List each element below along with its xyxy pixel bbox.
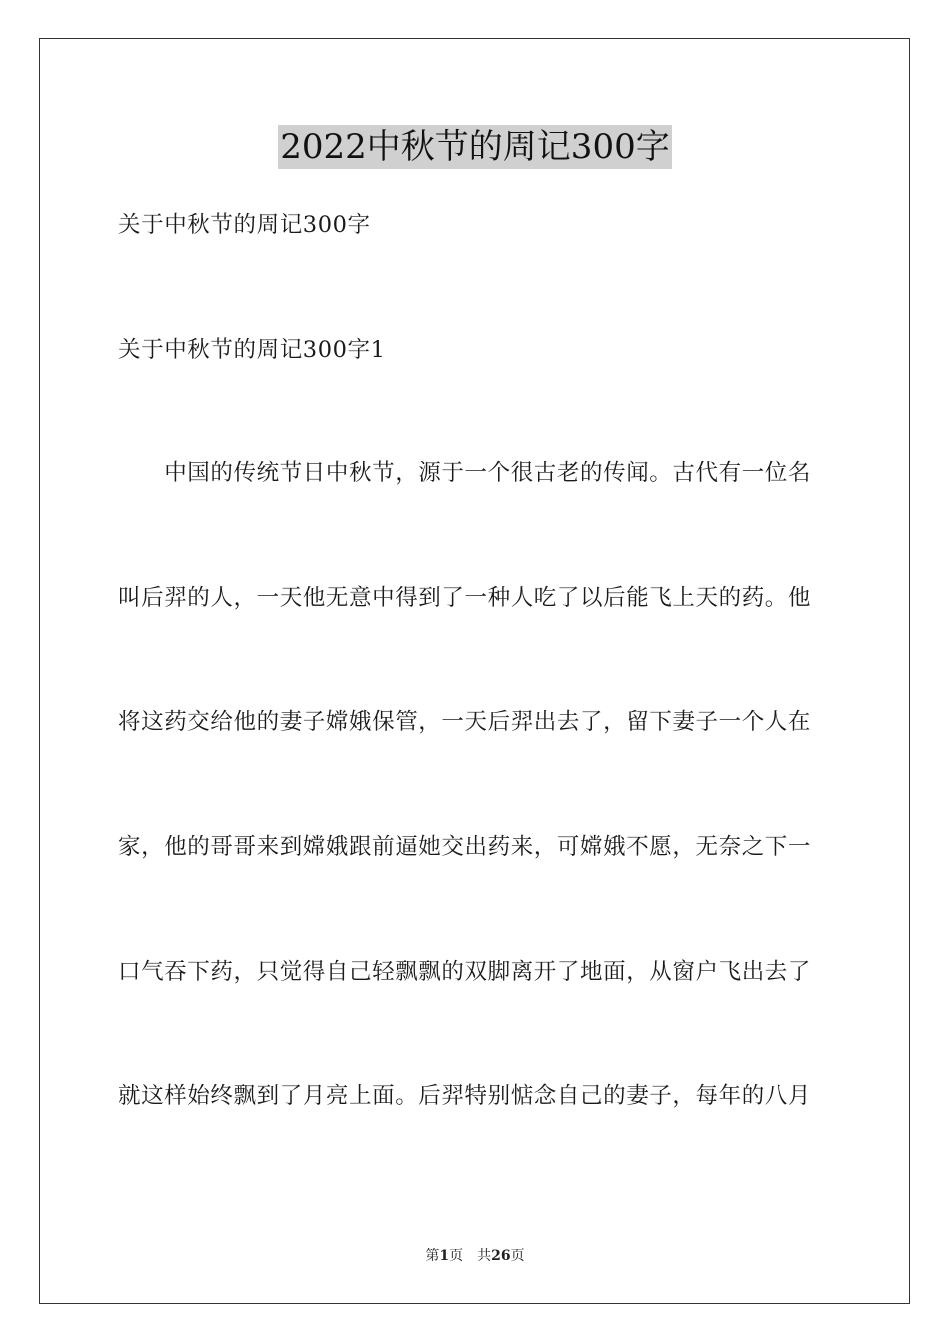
paragraph-line-3: 将这药交给他的妻子嫦娥保管，一天后羿出去了，留下妻子一个人在 (118, 709, 812, 735)
page-footer (0, 1247, 950, 1265)
document-title: 2022中秋节的周记300字 (280, 127, 670, 167)
paragraph-line-1: 中国的传统节日中秋节，源于一个很古老的传闻。古代有一位名 (118, 460, 812, 486)
paragraph-line-4: 家，他的哥哥来到嫦娥跟前逼她交出药来，可嫦娥不愿，无奈之下一 (118, 834, 812, 860)
page-number: 1 (439, 1248, 450, 1264)
section-heading: 关于中秋节的周记300字1 (118, 337, 386, 363)
paragraph-line-5: 口气吞下药，只觉得自己轻飘飘的双脚离开了地面，从窗户飞出去了 (118, 959, 812, 985)
paragraph-line-6: 就这样始终飘到了月亮上面。后羿特别惦念自己的妻子，每年的八月 (118, 1083, 812, 1109)
paragraph-line-2: 叫后羿的人，一天他无意中得到了一种人吃了以后能飞上天的药。他 (118, 585, 812, 611)
title-container (0, 125, 950, 169)
total-pages: 26 (491, 1248, 511, 1264)
total-suffix: 页 (510, 1248, 525, 1264)
page-suffix: 页 (449, 1248, 464, 1264)
page-prefix: 第 (425, 1248, 440, 1264)
document-subtitle: 关于中秋节的周记300字 (118, 212, 371, 238)
total-prefix: 共 (477, 1248, 492, 1264)
